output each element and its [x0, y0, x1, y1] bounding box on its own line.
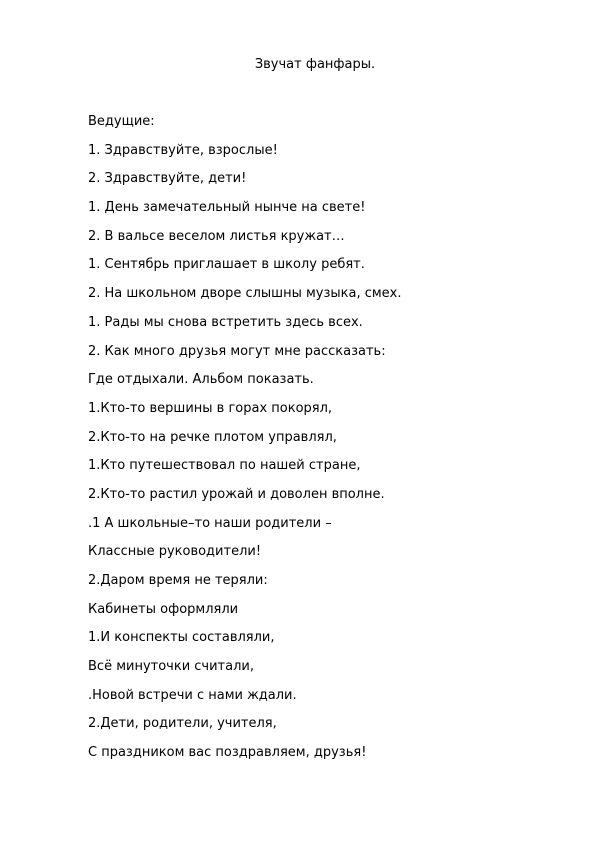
- script-lines: [88, 113, 402, 773]
- script-line: 2.Кто-то на речке плотом управлял,: [88, 429, 337, 445]
- script-line: 1.И конспекты составляли,: [88, 630, 275, 646]
- script-line: 2. Как много друзья могут мне рассказать:: [88, 343, 386, 359]
- script-line: 1. Рады мы снова встретить здесь всех.: [88, 314, 363, 330]
- script-line: 2. На школьном дворе слышны музыка, смех.: [88, 286, 402, 302]
- script-line: Классные руководители!: [88, 544, 262, 560]
- script-line: 2. Здравствуйте, дети!: [88, 171, 247, 187]
- script-line: 1. Здравствуйте, взрослые!: [88, 142, 278, 158]
- script-line: Всё минуточки считали,: [88, 659, 254, 675]
- script-line: С праздником вас поздравляем, друзья!: [88, 745, 367, 761]
- script-line: Кабинеты оформляли: [88, 601, 239, 617]
- script-line: Ведущие:: [88, 114, 155, 129]
- document-title: Звучат фанфары.: [254, 57, 376, 72]
- script-line: 1. Сентябрь приглашает в школу ребят.: [88, 257, 365, 273]
- script-line: 2.Кто-то растил урожай и доволен вполне.: [88, 486, 385, 502]
- script-line: 2.Даром время не теряли:: [88, 573, 268, 588]
- script-line: .Новой встречи с нами ждали.: [88, 687, 297, 703]
- script-line: 2.Дети, родители, учителя,: [88, 716, 277, 732]
- script-line: Где отдыхали. Альбом показать.: [88, 372, 314, 388]
- script-line: 1. День замечательный нынче на свете!: [88, 200, 366, 216]
- script-line: 1.Кто-то вершины в горах покорял,: [88, 400, 333, 416]
- script-line: .1 А школьные–то наши родители –: [88, 515, 332, 531]
- script-line: 1.Кто путешествовал по нашей стране,: [88, 458, 361, 474]
- script-line: 2. В вальсе веселом листья кружат…: [88, 228, 345, 244]
